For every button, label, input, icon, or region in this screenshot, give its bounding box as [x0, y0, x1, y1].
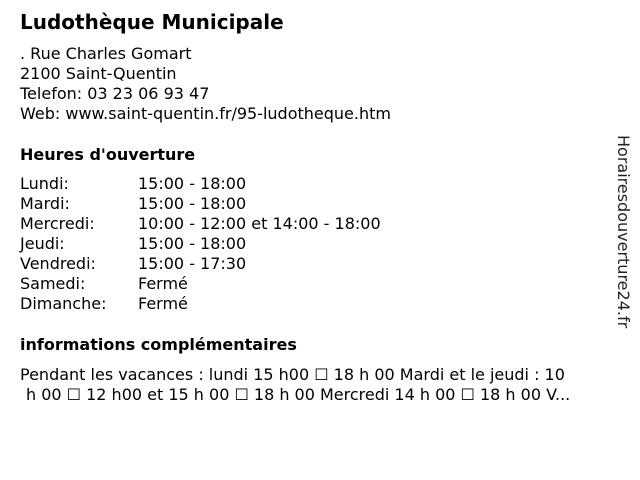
additional-info-text — [20, 365, 628, 405]
day-hours: Fermé — [138, 294, 188, 313]
day-hours: 15:00 - 18:00 — [138, 174, 247, 193]
opening-hours-table — [20, 174, 381, 314]
day-label: Mardi: — [20, 194, 70, 213]
day-hours: 15:00 - 18:00 — [138, 194, 247, 213]
hours-row-jeudi — [20, 234, 381, 254]
website: Web: www.saint-quentin.fr/95-ludotheque.htm — [20, 104, 391, 123]
hours-row-vendredi — [20, 254, 381, 274]
phone-number: Telefon: 03 23 06 93 47 — [20, 84, 210, 103]
hours-row-lundi — [20, 174, 381, 194]
info-line-2: h 00 ☐ 12 h00 et 15 h 00 ☐ 18 h 00 Mercredi 14 h 00 ☐ 18 h 00 V... — [26, 385, 571, 404]
day-label: Jeudi: — [20, 234, 65, 253]
hours-row-dimanche — [20, 294, 381, 314]
day-label: Lundi: — [20, 174, 69, 193]
day-hours: 15:00 - 18:00 — [138, 234, 247, 253]
street-address: . Rue Charles Gomart — [20, 44, 192, 63]
day-hours: Fermé — [138, 274, 188, 293]
address-block — [20, 44, 391, 124]
day-label: Samedi: — [20, 274, 86, 293]
opening-hours-heading: Heures d'ouverture — [20, 145, 196, 164]
additional-info-heading: informations complémentaires — [20, 335, 297, 354]
day-hours: 15:00 - 17:30 — [138, 254, 247, 273]
info-line-1: Pendant les vacances : lundi 15 h00 ☐ 18 h 00 Mardi et le jeudi : 10 — [20, 365, 565, 384]
day-label: Mercredi: — [20, 214, 95, 233]
hours-row-samedi — [20, 274, 381, 294]
day-hours: 10:00 - 12:00 et 14:00 - 18:00 — [138, 214, 381, 233]
hours-row-mardi — [20, 194, 381, 214]
hours-row-mercredi — [20, 214, 381, 234]
city-postal: 2100 Saint-Quentin — [20, 64, 177, 83]
site-watermark: Horairesdouverture24.fr — [614, 135, 633, 329]
day-label: Vendredi: — [20, 254, 96, 273]
day-label: Dimanche: — [20, 294, 107, 313]
page-title: Ludothèque Municipale — [20, 10, 284, 34]
